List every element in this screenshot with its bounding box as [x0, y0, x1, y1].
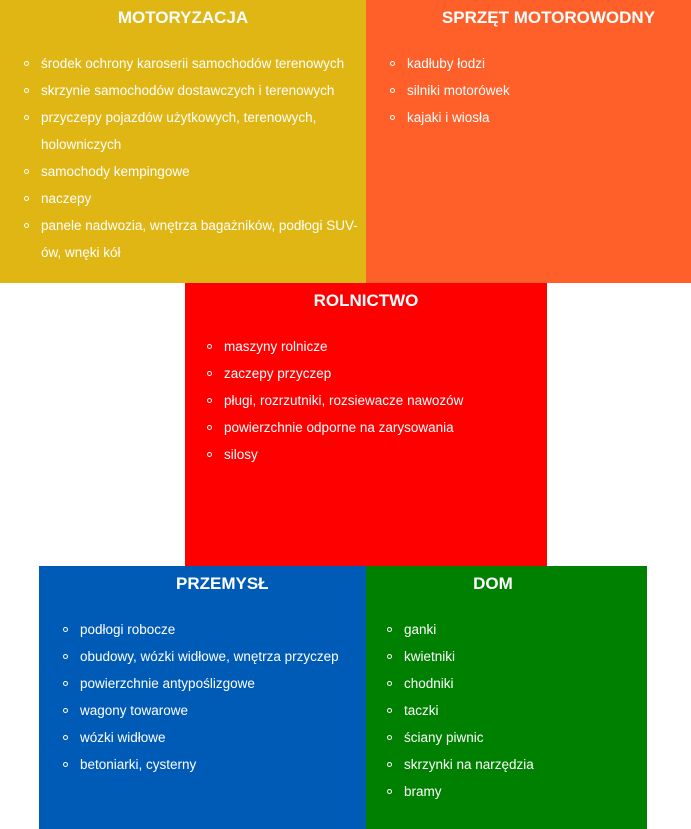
list-item: przyczepy pojazdów użytkowych, terenowych, holowniczych	[41, 104, 366, 158]
list-item: wózki widłowe	[80, 724, 360, 751]
list-item: podłogi robocze	[80, 616, 360, 643]
list-item: taczki	[404, 697, 644, 724]
panel-rolnictwo	[185, 283, 547, 566]
list-item: chodniki	[404, 670, 644, 697]
list-item: kajaki i wiosła	[407, 104, 687, 131]
list-item: betoniarki, cysterny	[80, 751, 360, 778]
panel-motoryzacja	[0, 0, 366, 283]
list-item: silosy	[224, 441, 534, 468]
list-item: zaczepy przyczep	[224, 360, 534, 387]
list-item: naczepy	[41, 185, 366, 212]
list-motoryzacja	[41, 50, 366, 266]
list-item: bramy	[404, 778, 644, 805]
list-item: ganki	[404, 616, 644, 643]
list-item: panele nadwozia, wnętrza bagażników, podłogi SUV-ów, wnęki kół	[41, 212, 366, 266]
list-przemysl	[80, 616, 360, 778]
list-item: pługi, rozrzutniki, rozsiewacze nawozów	[224, 387, 534, 414]
panel-przemysl	[39, 566, 366, 829]
list-rolnictwo	[224, 333, 534, 468]
list-sprzet-motorowodny	[407, 50, 687, 131]
panel-title-sprzet-motorowodny: SPRZĘT MOTOROWODNY	[441, 8, 656, 27]
list-item: wagony towarowe	[80, 697, 360, 724]
panel-title-przemysl: PRZEMYSŁ	[176, 574, 269, 593]
list-item: środek ochrony karoserii samochodów terenowych	[41, 50, 366, 77]
panel-title-rolnictwo: ROLNICTWO	[313, 291, 419, 310]
list-item: skrzynie samochodów dostawczych i terenowych	[41, 77, 366, 104]
list-item: kadłuby łodzi	[407, 50, 687, 77]
list-item: silniki motorówek	[407, 77, 687, 104]
panel-title-motoryzacja: MOTORYZACJA	[117, 8, 249, 27]
list-item: skrzynki na narzędzia	[404, 751, 644, 778]
panel-dom	[366, 566, 647, 829]
panel-title-dom: DOM	[473, 574, 513, 593]
list-item: obudowy, wózki widłowe, wnętrza przyczep	[80, 643, 360, 670]
list-item: powierzchnie antypoślizgowe	[80, 670, 360, 697]
list-item: ściany piwnic	[404, 724, 644, 751]
list-item: kwietniki	[404, 643, 644, 670]
list-item: samochody kempingowe	[41, 158, 366, 185]
panel-sprzet-motorowodny	[366, 0, 691, 283]
list-dom	[404, 616, 644, 805]
list-item: maszyny rolnicze	[224, 333, 534, 360]
list-item: powierzchnie odporne na zarysowania	[224, 414, 534, 441]
